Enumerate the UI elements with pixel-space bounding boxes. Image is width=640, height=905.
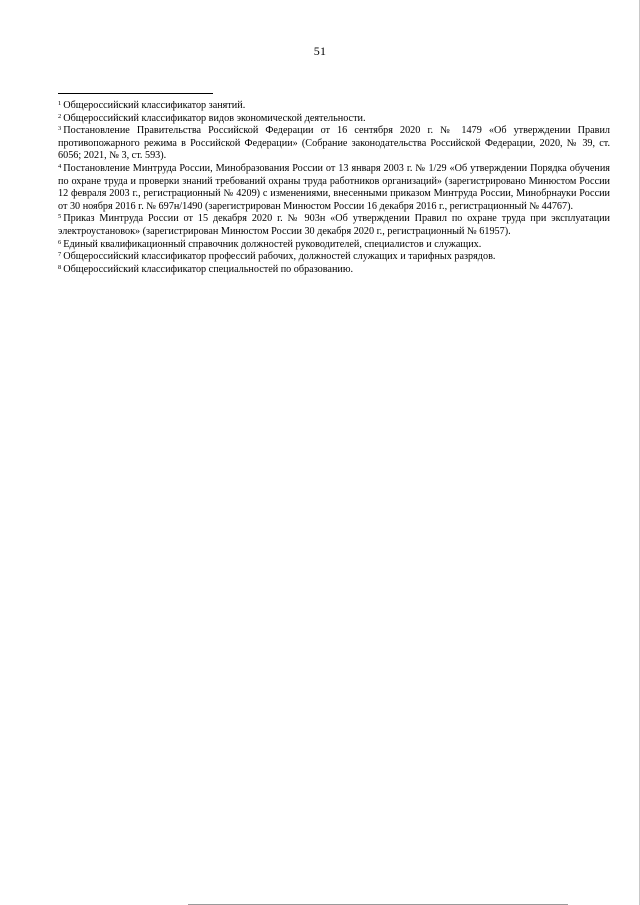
- footnote-text: Общероссийский классификатор занятий.: [63, 100, 246, 111]
- footnote-text: Единый квалификационный справочник должностей руководителей, специалистов и служащих.: [63, 238, 482, 250]
- footnote-3: [58, 125, 610, 163]
- footnote-4: [58, 163, 610, 213]
- footnote-text: Постановление Правительства Российской Федерации от 16 сентября 2020 г. № 1479 «Об утверждении Правил противопожарного режима в Российской Федерации» (Собрание законодательства Российской Федерации, 2020, № 39, ст. 6056; 2021, № 3, ст. 593).: [58, 125, 610, 162]
- footnote-mark: 7: [58, 251, 62, 259]
- footnote-text: Приказ Минтруда России от 15 декабря 2020 г. № 903н «Об утверждении Правил по охране труда при эксплуатации электроустановок» (зарегистрирован Минюстом России 30 декабря 2020 г., регистрационный № 61957).: [58, 213, 610, 237]
- footnote-mark: 6: [58, 238, 62, 246]
- footnote-8: [58, 264, 610, 277]
- footnote-2: [58, 113, 610, 126]
- footnote-7: [58, 251, 610, 264]
- footnote-1: [58, 100, 610, 113]
- footnote-text: Общероссийский классификатор профессий рабочих, должностей служащих и тарифных разрядов.: [63, 251, 496, 263]
- page-number: 51: [313, 44, 327, 58]
- footnote-text: Постановление Минтруда России, Минобразования России от 13 января 2003 г. № 1/29 «Об утверждении Порядка обучения по охране труда и проверки знаний требований охраны труда работников организаций» (зарегистрировано Минюстом России 12 февраля 2003 г., регистрационный № 4209) с изменениями, внесенными приказом Минтруда России, Минобрнауки России от 30 ноября 2016 г. № 697н/1490 (зарегистрирован Минюстом России 16 декабря 2016 г., регистрационный № 44767).: [58, 162, 610, 212]
- footnote-separator: [58, 93, 213, 94]
- footnote-mark: 2: [58, 112, 62, 120]
- footnote-mark: 4: [58, 162, 62, 170]
- footnote-text: Общероссийский классификатор специальностей по образованию.: [63, 263, 354, 275]
- footnote-text: Общероссийский классификатор видов экономической деятельности.: [63, 112, 366, 124]
- footnote-mark: 5: [58, 213, 62, 221]
- footnote-mark: 1: [58, 100, 62, 107]
- footnotes-list: [58, 100, 610, 276]
- footnote-mark: 8: [58, 263, 62, 271]
- footnote-mark: 3: [58, 125, 62, 133]
- footnote-6: [58, 239, 610, 252]
- footnote-5: [58, 213, 610, 238]
